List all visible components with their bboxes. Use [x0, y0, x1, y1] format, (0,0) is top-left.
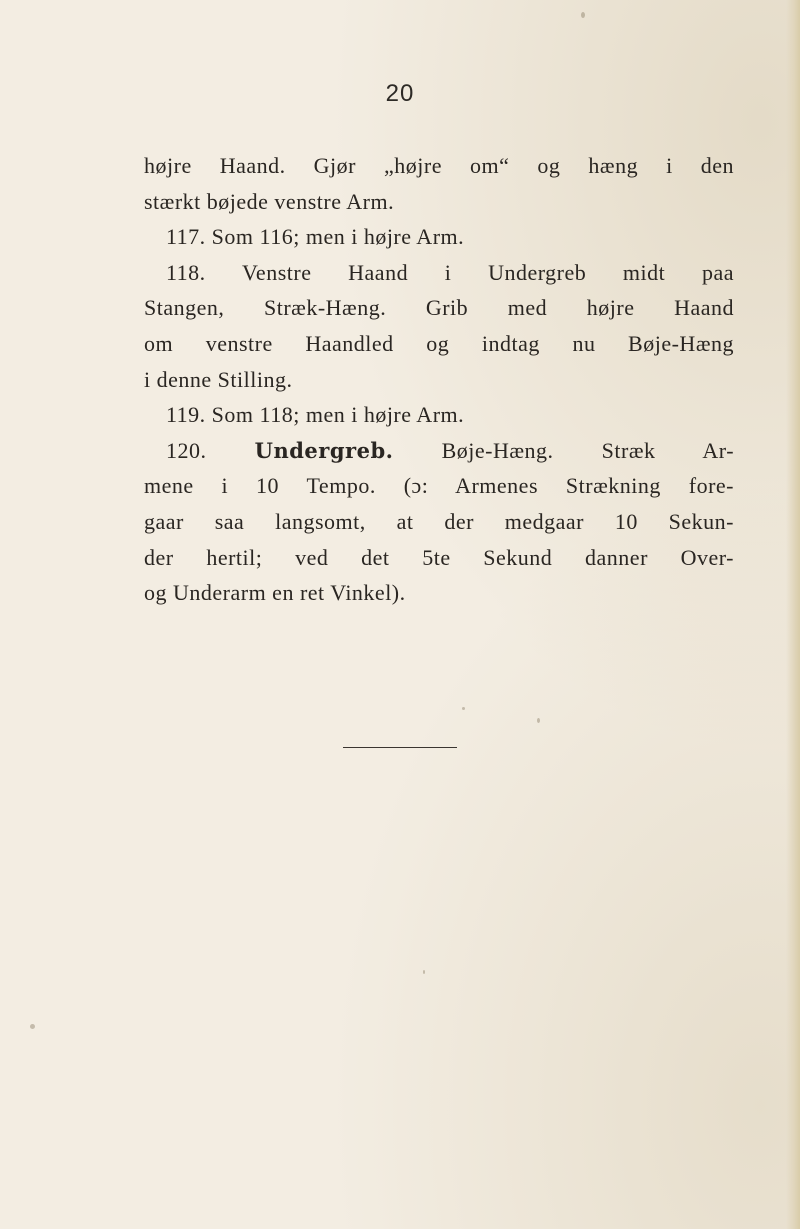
page-edge	[786, 0, 800, 1229]
text-line: 118. Venstre Haand i Undergreb midt paa	[166, 259, 734, 285]
paper-speck	[537, 718, 540, 723]
body-text	[144, 148, 734, 611]
paper-speck	[462, 707, 465, 710]
text-line: stærkt bøjede venstre Arm.	[144, 188, 395, 214]
text-line: gaar saa langsomt, at der medgaar 10 Sekun-	[144, 508, 734, 534]
text-line: 117. Som 116; men i højre Arm.	[166, 224, 465, 250]
text-line: 119. Som 118; men i højre Arm.	[166, 402, 465, 428]
page-number: 20	[385, 80, 415, 107]
text-line: højre Haand. Gjør „højre om“ og hæng i den	[144, 153, 734, 178]
bold-heading: Undergreb.	[254, 437, 394, 463]
item-number: 120.	[166, 437, 207, 463]
text-line	[144, 433, 734, 469]
text-line: om venstre Haandled og indtag nu Bøje-Hæng	[144, 330, 734, 356]
paper-speck	[423, 970, 425, 974]
line-rest: Bøje-Hæng. Stræk Ar-	[441, 437, 735, 463]
text-line: i denne Stilling.	[144, 366, 293, 392]
section-divider	[343, 747, 457, 748]
text-line: mene i 10 Tempo. (ɔ: Armenes Strækning fore-	[144, 473, 734, 499]
text-line: og Underarm en ret Vinkel).	[144, 580, 406, 606]
text-line: Stangen, Stræk-Hæng. Grib med højre Haand	[144, 295, 734, 321]
text-line: der hertil; ved det 5te Sekund danner Over-	[144, 544, 734, 570]
paper-speck	[30, 1024, 35, 1029]
paper-speck	[581, 12, 585, 18]
